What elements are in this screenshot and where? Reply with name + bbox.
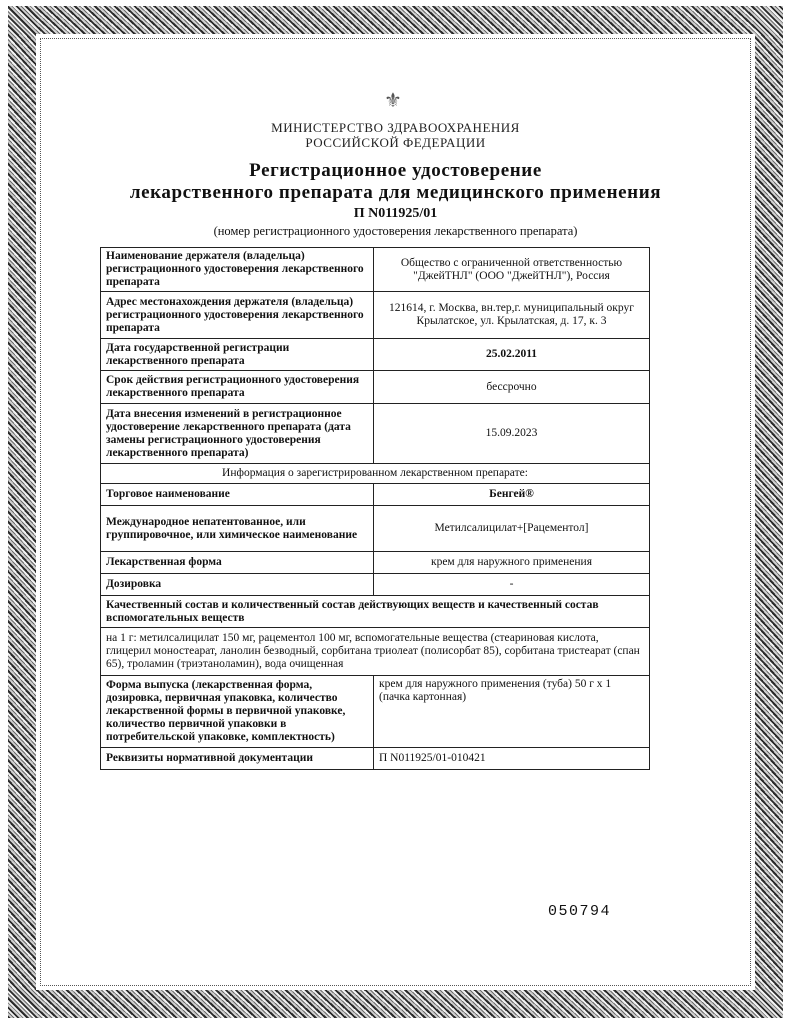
normative-document-label: Реквизиты нормативной документации: [101, 748, 374, 770]
emblem-icon: ⚜: [384, 90, 402, 112]
normative-document-value: П N011925/01-010421: [374, 748, 650, 770]
validity-label: Срок действия регистрационного удостоверения лекарственного препарата: [101, 371, 374, 404]
form-serial-number: 050794: [548, 903, 612, 920]
dosage-value: -: [374, 574, 650, 596]
composition-label: Качественный состав и количественный состав действующих веществ и качественный состав вспомогательных веществ: [101, 596, 650, 628]
release-form-value: крем для наружного применения (туба) 50 г x 1 (пачка картонная): [374, 676, 650, 748]
table-row: [101, 371, 650, 404]
table-row: [101, 552, 650, 574]
table-row: [101, 574, 650, 596]
composition-value: на 1 г: метилсалицилат 150 мг, рацементол 100 мг, вспомогательные вещества (стеариновая кислота, глицерил моностеарат, ланолин безводный, сорбитана триолеат (полисорбат 85), сорбитана тристеарат (спан 65), троламин (триэтаноламин), вода очищенная: [101, 628, 650, 676]
address-label: Адрес местонахождения держателя (владельца) регистрационного удостоверения лекарственного препарата: [101, 292, 374, 339]
table-row: [101, 676, 650, 748]
ministry-name-line2: РОССИЙСКОЙ ФЕДЕРАЦИИ: [305, 135, 486, 150]
table-row: [101, 292, 650, 339]
validity-value: бессрочно: [374, 371, 650, 404]
table-row: [101, 404, 650, 464]
document-title-line2: лекарственного препарата для медицинского применения: [129, 182, 662, 203]
registration-date-label: Дата государственной регистрации лекарственного препарата: [101, 339, 374, 371]
release-form-label: Форма выпуска (лекарственная форма, дозировка, первичная упаковка, количество лекарственной формы в первичной упаковке, количество первичной упаковки в потребительской упаковке, комплектность): [101, 676, 374, 748]
table-row: [101, 339, 650, 371]
table-row: [101, 596, 650, 628]
table-row: [101, 464, 650, 484]
table-row: [101, 484, 650, 506]
info-heading: Информация о зарегистрированном лекарственном препарате:: [101, 464, 650, 484]
inn-value: Метилсалицилат+[Рацементол]: [374, 506, 650, 552]
table-row: [101, 628, 650, 676]
registration-number: П N011925/01: [353, 206, 438, 221]
table-row: [101, 506, 650, 552]
dosage-label: Дозировка: [101, 574, 374, 596]
holder-value: Общество с ограниченной ответственностью "ДжейТНЛ" (ООО "ДжейТНЛ"), Россия: [374, 248, 650, 292]
registration-date-value: 25.02.2011: [374, 339, 650, 371]
dosage-form-value: крем для наружного применения: [374, 552, 650, 574]
dosage-form-label: Лекарственная форма: [101, 552, 374, 574]
holder-label: Наименование держателя (владельца) регистрационного удостоверения лекарственного препарата: [101, 248, 374, 292]
certificate-table: [100, 247, 650, 770]
table-row: [101, 248, 650, 292]
trade-name-value: Бенгей®: [374, 484, 650, 506]
change-date-label: Дата внесения изменений в регистрационное удостоверение лекарственного препарата (дата замены регистрационного удостоверения лекарственного препарата): [101, 404, 374, 464]
table-row: [101, 748, 650, 770]
document-title-line1: Регистрационное удостоверение: [249, 160, 542, 181]
address-value: 121614, г. Москва, вн.тер,г. муниципальный округ Крылатское, ул. Крылатская, д. 17, к. 3: [374, 292, 650, 339]
registration-number-caption: (номер регистрационного удостоверения лекарственного препарата): [213, 224, 578, 238]
ministry-name-line1: МИНИСТЕРСТВО ЗДРАВООХРАНЕНИЯ: [271, 120, 520, 135]
trade-name-label: Торговое наименование: [101, 484, 374, 506]
inn-label: Международное непатентованное, или группировочное, или химическое наименование: [101, 506, 374, 552]
change-date-value: 15.09.2023: [374, 404, 650, 464]
